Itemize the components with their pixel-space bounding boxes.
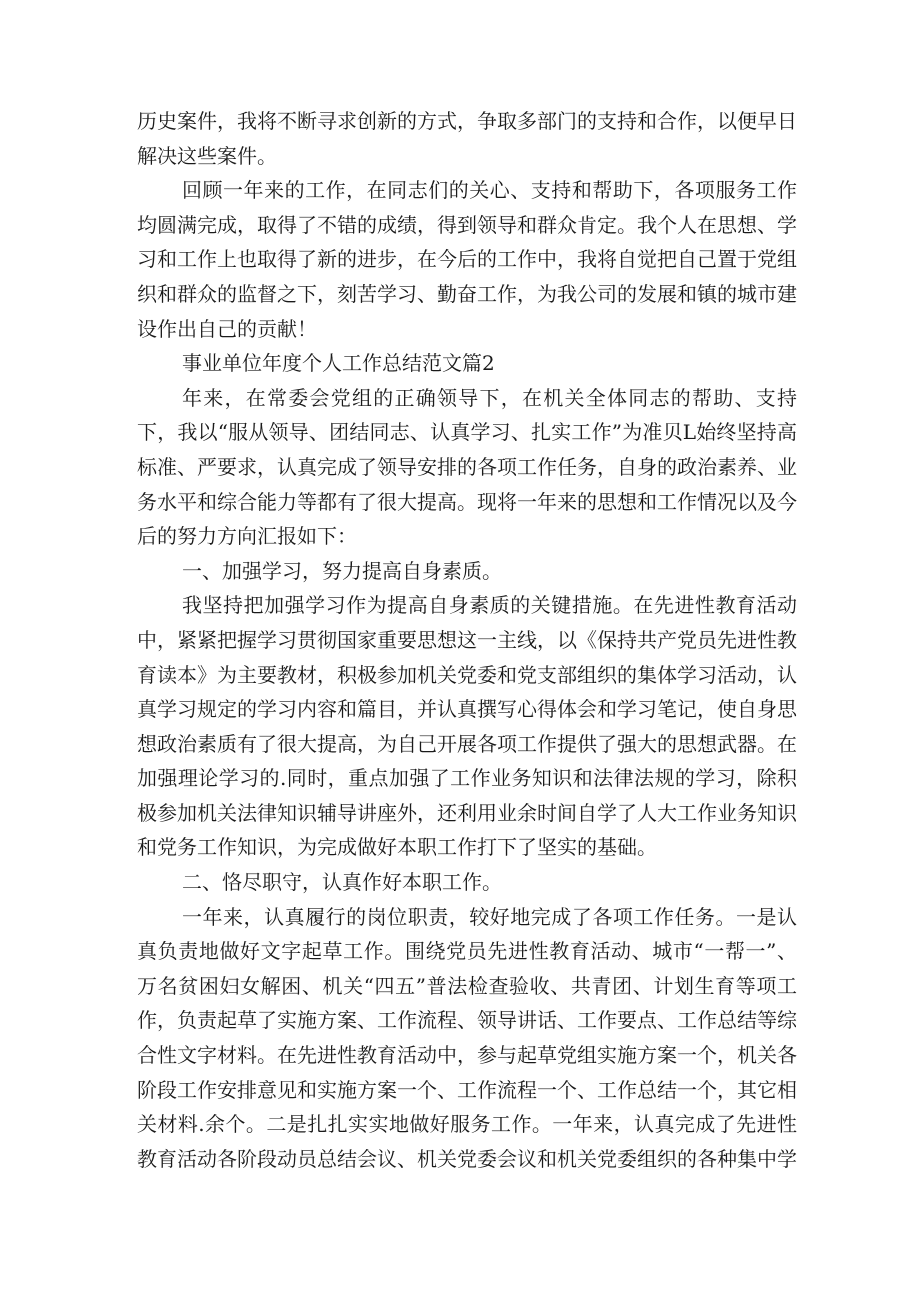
section-heading-1: 一、加强学习，努力提高自身素质。: [182, 558, 502, 583]
section-heading-article-2: 事业单位年度个人工作总结范文篇2: [182, 351, 495, 376]
document-body: [137, 104, 797, 1176]
paragraph-duties: 一年来，认真履行的岗位职责，较好地完成了各项工作任务。一是认真负责地做好文字起草工作。围绕党员先进性教育活动、城市“一帮一”、万名贫困妇女解困、机关“四五”普法检查验收、共青团、计划生育等项工作，负责起草了实施方案、工作流程、领导讲话、工作要点、工作总结等综合性文字材料。在先进性教育活动中，参与起草党组实施方案一个，机关各阶段工作安排意见和实施方案一个、工作流程一个、工作总结一个，其它相关材料.余个。二是扎扎实实地做好服务工作。一年来，认真完成了先进性教育活动各阶段动员总结会议、机关党委会议和机关党委组织的各种集中学: [137, 904, 797, 1171]
section-heading-2: 二、恪尽职守，认真作好本职工作。: [182, 870, 502, 895]
paragraph-study: 我坚持把加强学习作为提高自身素质的关键措施。在先进性教育活动中，紧紧把握学习贯彻国家重要思想这一主线，以《保持共产党员先进性教育读本》为主要教材，积极参加机关党委和党支部组织的集体学习活动，认真学习规定的学习内容和篇目，并认真撰写心得体会和学习笔记，使自身思想政治素质有了很大提高，为自己开展各项工作提供了强大的思想武器。在加强理论学习的.同时，重点加强了工作业务知识和法律法规的学习，除积极参加机关法律知识辅导讲座外，还利用业余时间自学了人大工作业务知识和党务工作知识，为完成做好本职工作打下了坚实的基础。: [137, 593, 797, 860]
paragraph-intro: 年来，在常委会党组的正确领导下，在机关全体同志的帮助、支持下，我以“服从领导、团结同志、认真学习、扎实工作”为准贝L始终坚持高标准、严要求，认真完成了领导安排的各项工作任务，自身的政治素养、业务水平和综合能力等都有了很大提高。现将一年来的思想和工作情况以及今后的努力方向汇报如下：: [137, 385, 797, 549]
paragraph-2: 回顾一年来的工作，在同志们的关心、支持和帮助下，各项服务工作均圆满完成，取得了不错的成绩，得到领导和群众肯定。我个人在思想、学习和工作上也取得了新的进步，在今后的工作中，我将自觉把自己置于党组织和群众的监督之下，刻苦学习、勤奋工作，为我公司的发展和镇的城市建设作出自己的贡献！: [137, 178, 797, 341]
paragraph-1: 历史案件，我将不断寻求创新的方式，争取多部门的支持和合作，以便早日解决这些案件。: [137, 109, 797, 168]
